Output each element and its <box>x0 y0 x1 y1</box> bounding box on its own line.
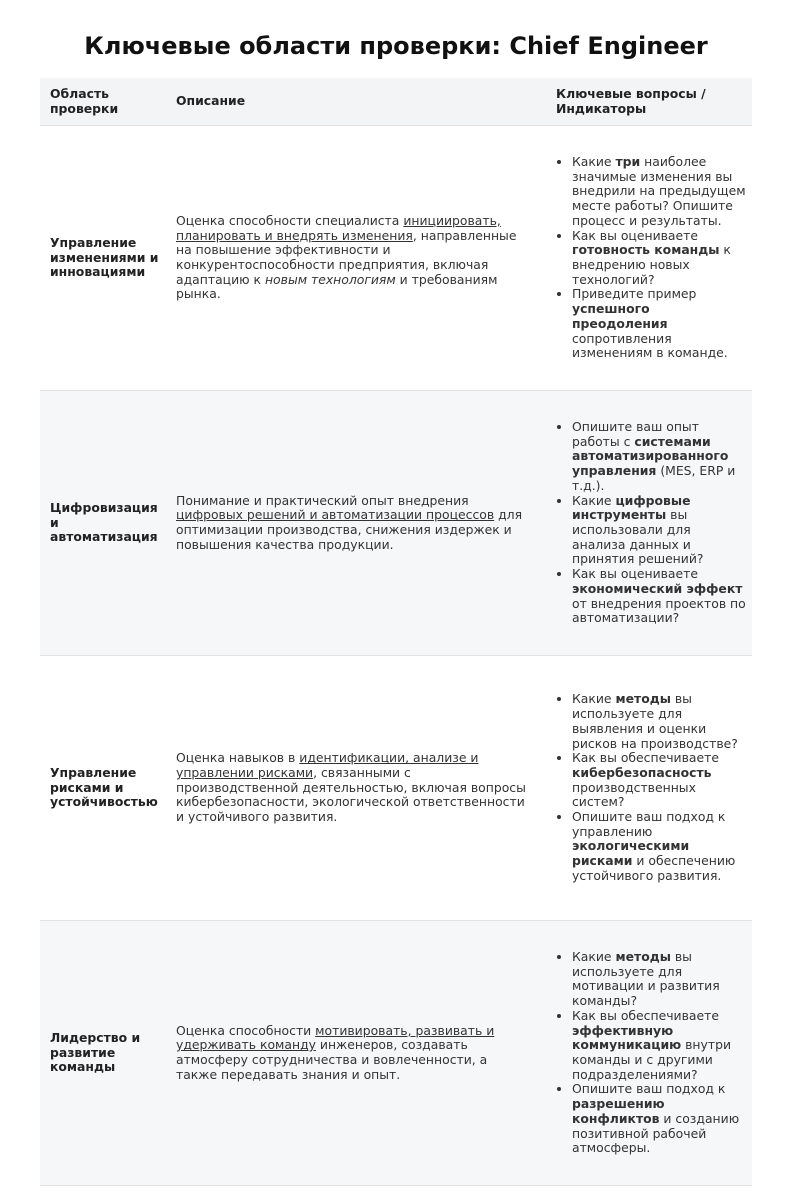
question-text: и созданию позитивной рабочей атмосферы. <box>572 1110 740 1156</box>
question-item <box>572 1009 746 1083</box>
table-header <box>40 78 752 126</box>
table-row <box>40 656 752 921</box>
question-item <box>572 287 746 361</box>
question-text: вы используете для мотивации и развития команды? <box>572 949 720 1009</box>
question-text: Как вы обеспечиваете <box>572 1007 719 1023</box>
question-item <box>572 494 746 568</box>
table-row <box>40 921 752 1186</box>
question-bold: экономический эффект <box>572 580 743 596</box>
table-body <box>40 126 752 1186</box>
question-text: производственных систем? <box>572 779 696 810</box>
question-bold: разрешению конфликтов <box>572 1096 665 1126</box>
description-underlined: мотивировать, развивать и удерживать команду <box>176 1022 495 1053</box>
questions-cell <box>546 656 752 921</box>
area-cell: Управление рисками и устойчивостью <box>40 656 166 921</box>
question-bold: цифровые инструменты <box>572 492 691 523</box>
description-text: Оценка навыков в <box>176 750 300 766</box>
area-cell: Цифровизация и автоматизация <box>40 391 166 656</box>
question-text: Какие <box>572 691 616 707</box>
description-text: , связанными с производственной деятельностью, включая вопросы кибербезопасности, экологической ответственности и устойчивого развития. <box>176 764 526 825</box>
page-title: Ключевые области проверки: Chief Engineer <box>84 32 708 60</box>
question-bold: методы <box>615 949 671 965</box>
header-area: Область проверки <box>40 78 166 126</box>
question-bold: успешного преодоления <box>572 301 668 331</box>
description-text: Оценка способности специалиста <box>176 212 404 228</box>
question-text: вы используете для выявления и оценки рисков на производстве? <box>572 691 738 751</box>
questions-cell <box>546 126 752 391</box>
question-text: Как вы оцениваете <box>572 566 698 582</box>
question-bold: системами автоматизированного управления <box>572 433 729 479</box>
question-text: вы использовали для анализа данных и принятия решений? <box>572 507 704 567</box>
question-item <box>572 420 746 494</box>
description-underlined: цифровых решений и автоматизации процессов <box>176 507 495 523</box>
questions-cell <box>546 921 752 1186</box>
question-text: и обеспечению устойчивого развития. <box>572 853 736 883</box>
area-cell: Управление изменениями и инновациями <box>40 126 166 391</box>
questions-list <box>556 155 746 361</box>
question-bold: кибербезопасность <box>572 764 712 780</box>
question-text: Какие <box>572 949 616 965</box>
question-item <box>572 692 746 751</box>
question-item <box>572 950 746 1009</box>
description-text: и требованиям рынка. <box>176 271 498 302</box>
table-row <box>40 391 752 656</box>
header-questions: Ключевые вопросы / Индикаторы <box>546 78 752 126</box>
description-underlined: инициировать, планировать и внедрять изменения <box>176 212 501 243</box>
review-areas-table <box>40 78 752 1186</box>
question-text: Какие <box>572 492 616 508</box>
question-item <box>572 810 746 884</box>
question-item <box>572 1082 746 1156</box>
question-text: Как вы оцениваете <box>572 227 698 243</box>
question-bold: готовность команды <box>572 242 720 258</box>
description-cell <box>166 391 546 656</box>
description-text: Понимание и практический опыт внедрения <box>176 492 469 508</box>
description-emphasis: новым технологиям <box>264 271 396 287</box>
question-text: Как вы обеспечиваете <box>572 750 719 766</box>
question-text: Опишите ваш подход к управлению <box>572 809 726 839</box>
question-text: (MES, ERP и т.д.). <box>572 463 736 493</box>
header-description: Описание <box>166 78 546 126</box>
question-text: Опишите ваш подход к <box>572 1081 726 1097</box>
question-item <box>572 155 746 229</box>
description-text: инженеров, создавать атмосферу сотрудничества и вовлеченности, а также передавать знания и опыт. <box>176 1037 488 1082</box>
question-bold: эффективную коммуникацию <box>572 1022 682 1053</box>
description-text: для оптимизации производства, снижения издержек и повышения качества продукции. <box>176 507 523 552</box>
description-cell <box>166 921 546 1186</box>
table-row <box>40 126 752 391</box>
question-text: Приведите пример <box>572 286 697 302</box>
question-item <box>572 567 746 626</box>
description-cell <box>166 656 546 921</box>
question-bold: методы <box>615 691 671 707</box>
description-underlined: идентификации, анализе и управлении рисками <box>176 750 479 780</box>
question-item <box>572 229 746 288</box>
description-text: Оценка способности <box>176 1022 316 1038</box>
questions-list <box>556 692 746 883</box>
question-text: к внедрению новых технологий? <box>572 242 731 287</box>
question-text: Какие <box>572 154 616 170</box>
description-cell <box>166 126 546 391</box>
question-text: Опишите ваш опыт работы с <box>572 419 699 449</box>
question-bold: экологическими рисками <box>572 838 690 869</box>
questions-cell <box>546 391 752 656</box>
area-cell: Лидерство и развитие команды <box>40 921 166 1186</box>
questions-list <box>556 420 746 626</box>
question-text: наиболее значимые изменения вы внедрили на предыдущем месте работы? Опишите процесс и результаты. <box>572 154 746 228</box>
table-header-row <box>40 78 752 126</box>
question-text: сопротивления изменениям в команде. <box>572 330 728 361</box>
description-text: , направленные на повышение эффективности и конкурентоспособности предприятия, включая адаптацию к <box>176 227 517 287</box>
questions-list <box>556 950 746 1156</box>
question-item <box>572 751 746 810</box>
question-text: от внедрения проектов по автоматизации? <box>572 595 746 626</box>
question-bold: три <box>615 154 641 170</box>
question-text: внутри команды и с другими подразделениями? <box>572 1037 731 1082</box>
